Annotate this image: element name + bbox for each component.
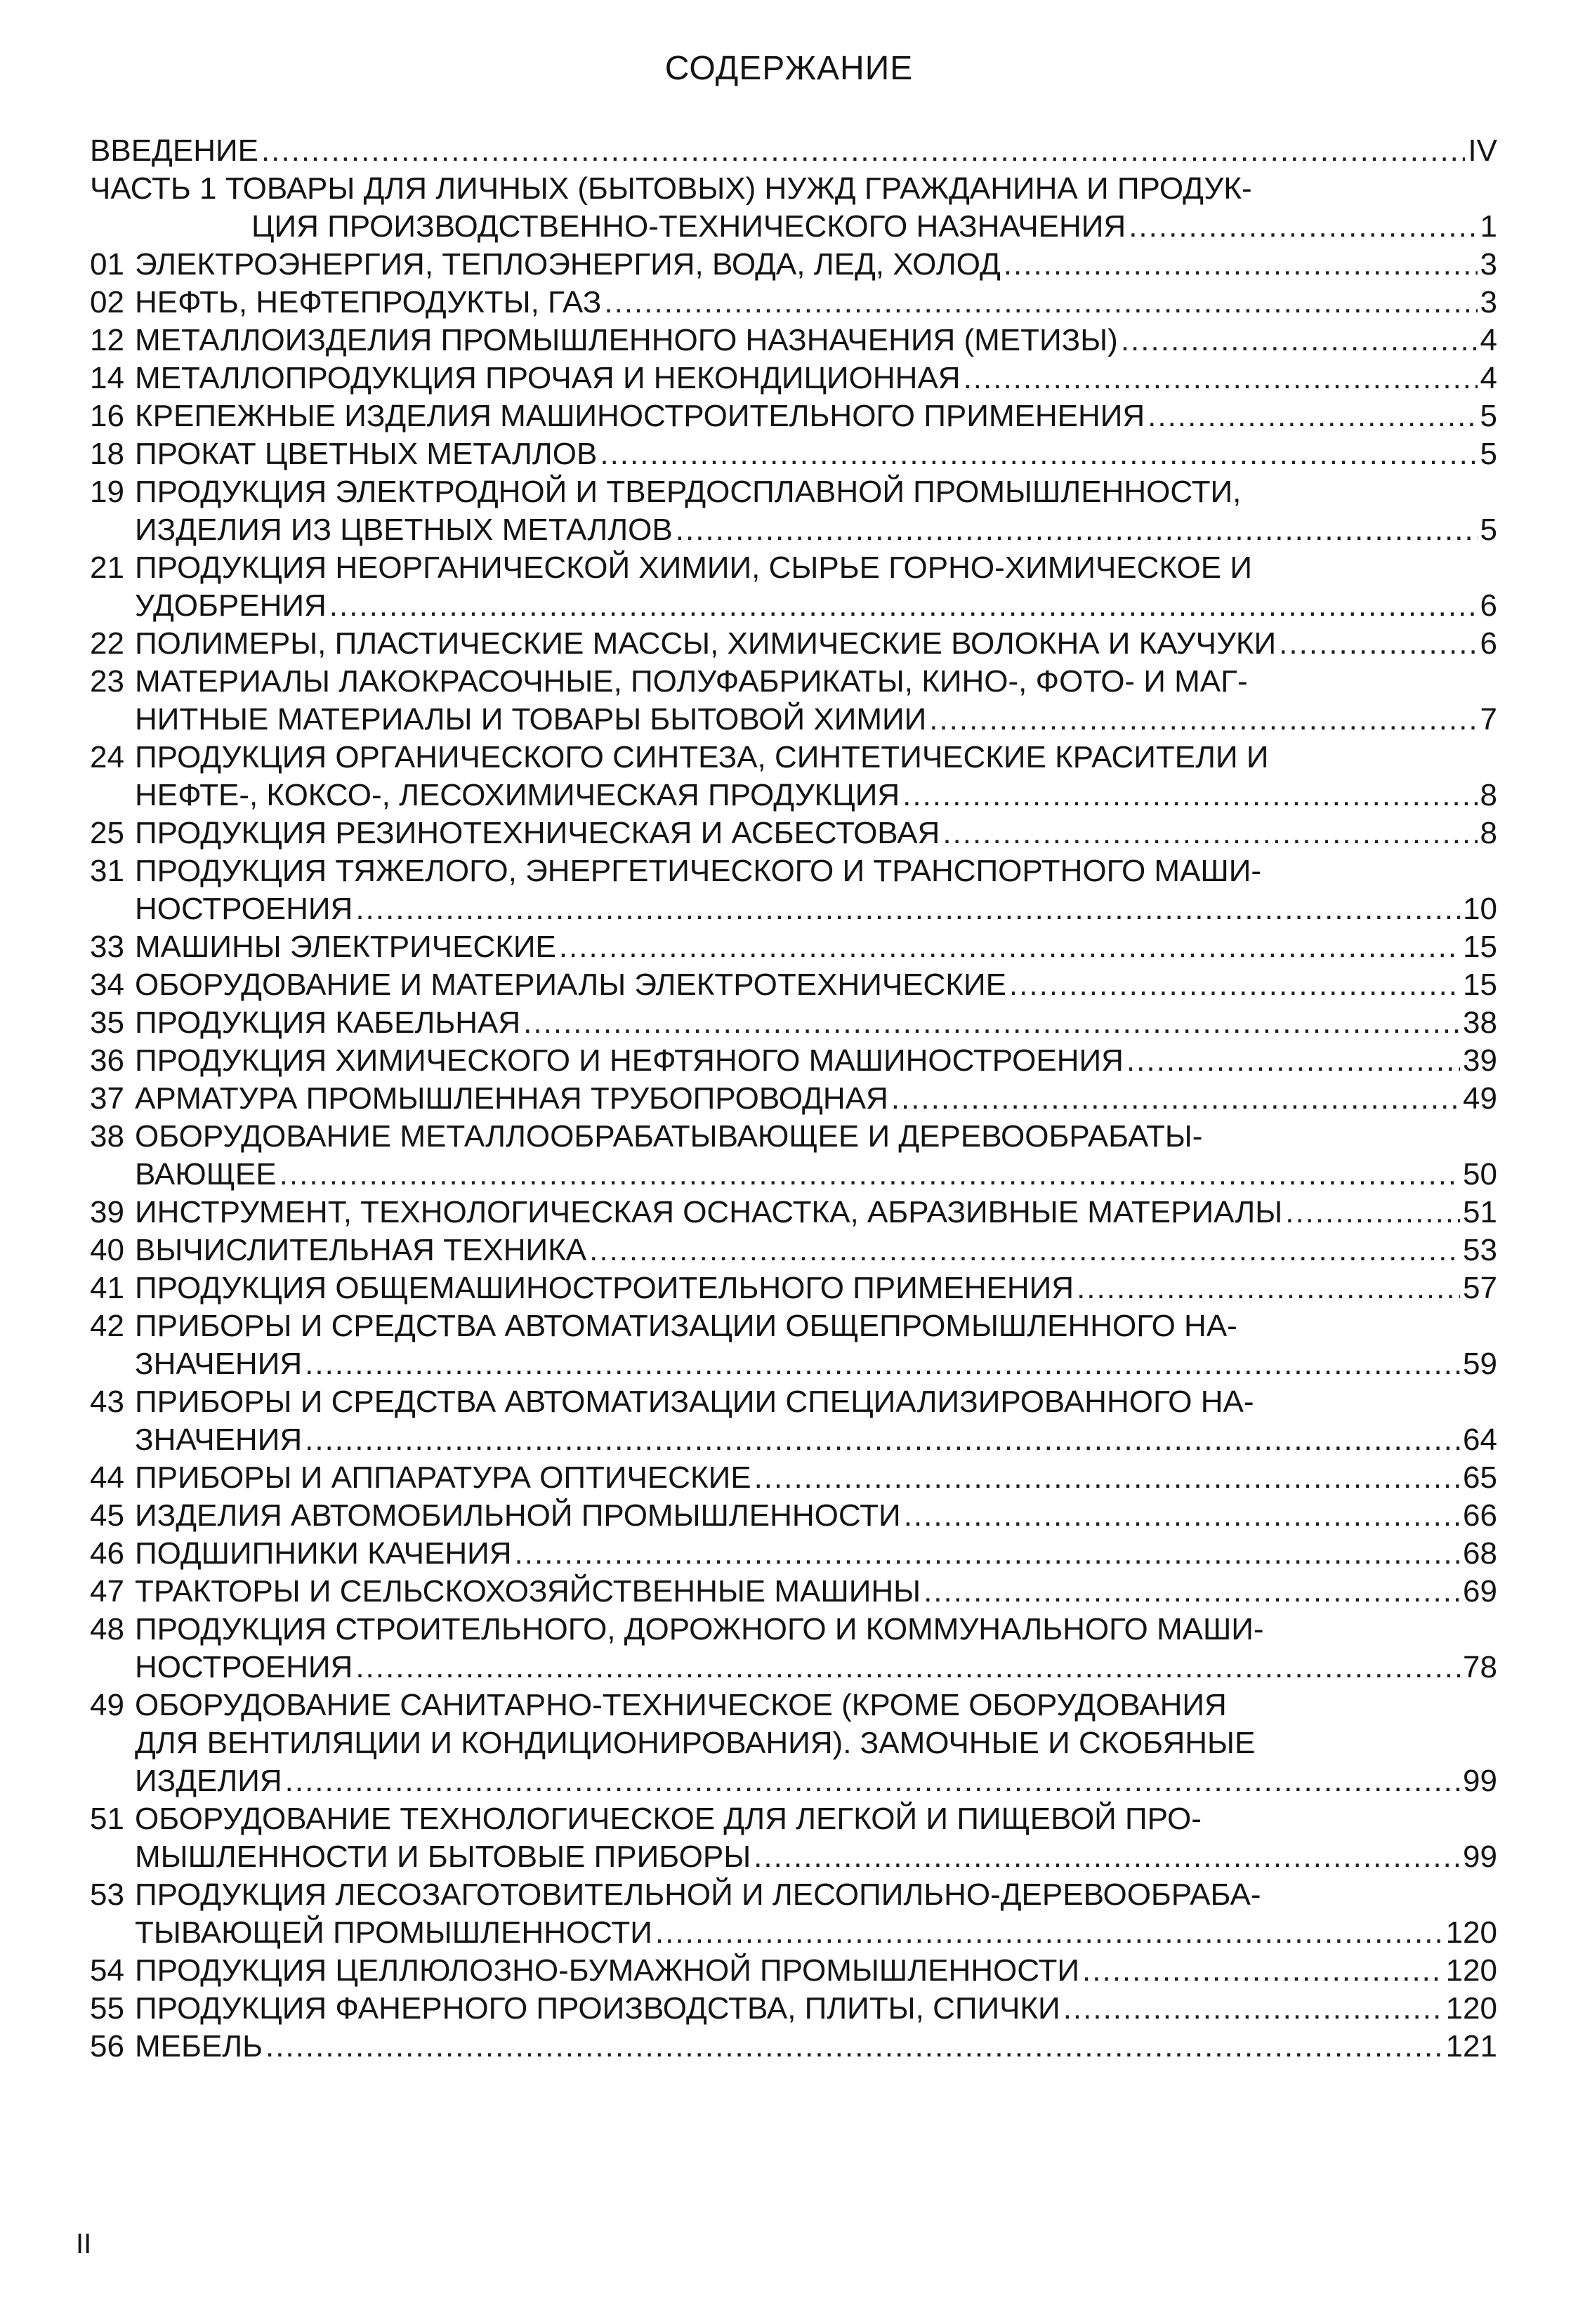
toc-leader-dots xyxy=(1148,397,1477,435)
toc-entry-title: ПРИБОРЫ И СРЕДСТВА АВТОМАТИЗАЦИИ СПЕЦИАЛИЗИРОВАННОГО НА- xyxy=(135,1385,1254,1419)
toc-leader-dots xyxy=(1063,1990,1443,2028)
toc-entry-number: 45 xyxy=(90,1498,124,1533)
toc-leader-dots xyxy=(964,359,1478,397)
toc-page-number: 121 xyxy=(1445,2029,1497,2064)
toc-entry-title: МАШИНЫ ЭЛЕКТРИЧЕСКИЕ xyxy=(135,930,556,964)
toc-entry-title: ПРОДУКЦИЯ НЕОРГАНИЧЕСКОЙ ХИМИИ, СЫРЬЕ ГОРНО-ХИМИЧЕСКОЕ И xyxy=(135,550,1252,585)
toc-page-number: 120 xyxy=(1445,1953,1497,1988)
toc-entry-number: 39 xyxy=(90,1195,124,1229)
toc-entry-title: ПРОДУКЦИЯ ХИМИЧЕСКОГО И НЕФТЯНОГО МАШИНОСТРОЕНИЯ xyxy=(135,1043,1124,1078)
toc-leader-dots xyxy=(285,1762,1460,1800)
toc-entry xyxy=(90,473,1497,549)
toc-page-number: 1 xyxy=(1480,209,1497,244)
toc-entry xyxy=(90,852,1497,928)
toc-entry-title: НЕФТЬ, НЕФТЕПРОДУКТЫ, ГАЗ xyxy=(135,285,602,319)
toc-entry xyxy=(90,246,1497,284)
toc-page-number: 10 xyxy=(1463,892,1497,926)
toc-entry-number: 12 xyxy=(90,323,124,357)
toc-entry-title: ПРОДУКЦИЯ ФАНЕРНОГО ПРОИЗВОДСТВА, ПЛИТЫ, СПИЧКИ xyxy=(135,1991,1060,2026)
toc-leader-dots xyxy=(589,1232,1460,1269)
toc-entry-title: ПРОДУКЦИЯ ЭЛЕКТРОДНОЙ И ТВЕРДОСПЛАВНОЙ ПРОМЫШЛЕННОСТИ, xyxy=(135,475,1242,509)
toc-entry-number: 53 xyxy=(90,1877,124,1912)
toc-page-number: 4 xyxy=(1480,323,1497,357)
toc-entry xyxy=(90,1042,1497,1080)
toc-entry xyxy=(90,1573,1497,1611)
toc-entry xyxy=(90,549,1497,625)
toc-page-number: 49 xyxy=(1463,1081,1497,1116)
toc-entry-title: ПРИБОРЫ И СРЕДСТВА АВТОМАТИЗАЦИИ ОБЩЕПРОМЫШЛЕННОГО НА- xyxy=(135,1309,1237,1343)
toc-entry xyxy=(90,435,1497,473)
toc-leader-dots xyxy=(559,928,1460,966)
toc-entry-number: 19 xyxy=(90,475,124,509)
toc-page-number: 99 xyxy=(1463,1840,1497,1874)
toc-entry-title: ПРОДУКЦИЯ ОРГАНИЧЕСКОГО СИНТЕЗА, СИНТЕТИЧЕСКИЕ КРАСИТЕЛИ И xyxy=(135,740,1269,774)
toc-entry-title: НИТНЫЕ МАТЕРИАЛЫ И ТОВАРЫ БЫТОВОЙ ХИМИИ xyxy=(135,702,927,737)
toc-entry-number: 16 xyxy=(90,399,124,433)
toc-entry-title: ОБОРУДОВАНИЕ САНИТАРНО-ТЕХНИЧЕСКОЕ (КРОМЕ ОБОРУДОВАНИЯ xyxy=(135,1688,1227,1722)
toc-entry-number: 54 xyxy=(90,1953,124,1988)
toc-page-number: 7 xyxy=(1480,702,1497,737)
toc-entry xyxy=(90,1383,1497,1459)
toc-entry-title: НОСТРОЕНИЯ xyxy=(135,1650,353,1684)
toc-page-number: 39 xyxy=(1463,1043,1497,1078)
toc-leader-dots xyxy=(265,2028,1443,2066)
toc-entry-title: ВВЕДЕНИЕ xyxy=(90,133,258,168)
toc-entry-number: 55 xyxy=(90,1991,124,2026)
toc-entry xyxy=(90,928,1497,966)
toc-leader-dots xyxy=(1004,246,1478,284)
toc-leader-dots xyxy=(942,814,1477,852)
toc-entry-number: 31 xyxy=(90,854,124,888)
toc-entry xyxy=(90,132,1497,170)
toc-leader-dots xyxy=(923,1573,1460,1611)
toc-entry-title: МЕТАЛЛОПРОДУКЦИЯ ПРОЧАЯ И НЕКОНДИЦИОННАЯ xyxy=(135,361,961,395)
toc-entry-title: ОБОРУДОВАНИЕ ТЕХНОЛОГИЧЕСКОЕ ДЛЯ ЛЕГКОЙ И ПИЩЕВОЙ ПРО- xyxy=(135,1802,1202,1836)
toc-entry xyxy=(90,1611,1497,1686)
toc-page-number: 3 xyxy=(1480,247,1497,282)
toc-entry-title: ИЗДЕЛИЯ ИЗ ЦВЕТНЫХ МЕТАЛЛОВ xyxy=(135,513,673,547)
toc-page-number: 99 xyxy=(1463,1764,1497,1798)
toc-leader-dots xyxy=(523,1004,1460,1042)
toc-entry-number: 49 xyxy=(90,1688,124,1722)
toc-entry xyxy=(90,966,1497,1004)
toc-entry-title: ПРОКАТ ЦВЕТНЫХ МЕТАЛЛОВ xyxy=(135,437,598,471)
toc-entry xyxy=(90,1194,1497,1232)
toc-entry-title: УДОБРЕНИЯ xyxy=(135,588,327,623)
toc-entry xyxy=(90,1307,1497,1383)
toc-entry xyxy=(90,397,1497,435)
page-title: СОДЕРЖАНИЕ xyxy=(664,50,914,87)
toc-entry-title: ПРОДУКЦИЯ РЕЗИНОТЕХНИЧЕСКАЯ И АСБЕСТОВАЯ xyxy=(135,816,940,850)
toc-entry-number: 14 xyxy=(90,361,124,395)
toc-entry xyxy=(90,1876,1497,1952)
toc-page-number: 69 xyxy=(1463,1574,1497,1609)
toc-entry-title: МЕБЕЛЬ xyxy=(135,2029,263,2064)
toc-page-number: 5 xyxy=(1480,513,1497,547)
toc-entry-title: ПРОДУКЦИЯ ОБЩЕМАШИНОСТРОИТЕЛЬНОГО ПРИМЕНЕНИЯ xyxy=(135,1271,1074,1305)
toc-page-number: 6 xyxy=(1480,588,1497,623)
toc-leader-dots xyxy=(600,435,1477,473)
toc-entry xyxy=(90,2028,1497,2066)
toc-page-number: 120 xyxy=(1445,1915,1497,1950)
toc-leader-dots xyxy=(329,587,1478,625)
toc-entry-number: 56 xyxy=(90,2029,124,2064)
toc-entry xyxy=(90,739,1497,814)
toc-entry-title: ОБОРУДОВАНИЕ И МАТЕРИАЛЫ ЭЛЕКТРОТЕХНИЧЕСКИЕ xyxy=(135,968,1006,1002)
toc-entry-number: 02 xyxy=(90,285,124,319)
toc-entry-title: ЗНАЧЕНИЯ xyxy=(135,1422,303,1457)
toc-entry xyxy=(90,1080,1497,1118)
toc-entry-title: ТРАКТОРЫ И СЕЛЬСКОХОЗЯЙСТВЕННЫЕ МАШИНЫ xyxy=(135,1574,921,1609)
toc-page-number: 8 xyxy=(1480,778,1497,812)
toc-leader-dots xyxy=(515,1535,1461,1573)
toc-leader-dots xyxy=(355,1649,1460,1686)
toc-entry-title: КРЕПЕЖНЫЕ ИЗДЕЛИЯ МАШИНОСТРОИТЕЛЬНОГО ПРИМЕНЕНИЯ xyxy=(135,399,1145,433)
toc-entry-title: ПРОДУКЦИЯ ТЯЖЕЛОГО, ЭНЕРГЕТИЧЕСКОГО И ТРАНСПОРТНОГО МАШИ- xyxy=(135,854,1262,888)
toc-page-number: 4 xyxy=(1480,361,1497,395)
toc-entry-number: 34 xyxy=(90,968,124,1002)
toc-page-number: 51 xyxy=(1463,1195,1497,1229)
toc-page-number: 78 xyxy=(1463,1650,1497,1684)
toc-page-number: 5 xyxy=(1480,399,1497,433)
toc-entry-number: 23 xyxy=(90,664,124,699)
toc-entry-title: ПРОДУКЦИЯ ЛЕСОЗАГОТОВИТЕЛЬНОЙ И ЛЕСОПИЛЬНО-ДЕРЕВООБРАБА- xyxy=(135,1877,1261,1912)
toc-page-number: 120 xyxy=(1445,1991,1497,2026)
toc-leader-dots xyxy=(1009,966,1460,1004)
toc-leader-dots xyxy=(929,701,1477,739)
toc-entry-number: 33 xyxy=(90,930,124,964)
toc-entry-title: ПРОДУКЦИЯ ЦЕЛЛЮЛОЗНО-БУМАЖНОЙ ПРОМЫШЛЕННОСТИ xyxy=(135,1953,1080,1988)
toc-entry-number: 35 xyxy=(90,1005,124,1040)
toc-page-number: 5 xyxy=(1480,437,1497,471)
toc-page-number: 50 xyxy=(1463,1157,1497,1191)
toc-entry-title: АРМАТУРА ПРОМЫШЛЕННАЯ ТРУБОПРОВОДНАЯ xyxy=(135,1081,888,1116)
toc-entry xyxy=(90,1459,1497,1497)
toc-entry-title: ПРИБОРЫ И АППАРАТУРА ОПТИЧЕСКИЕ xyxy=(135,1460,751,1495)
toc-entry xyxy=(90,170,1497,246)
toc-entry-number: 01 xyxy=(90,247,124,282)
toc-entry xyxy=(90,1535,1497,1573)
toc-leader-dots xyxy=(1082,1952,1443,1990)
toc-leader-dots xyxy=(305,1421,1460,1459)
toc-entry xyxy=(90,625,1497,663)
toc-leader-dots xyxy=(1279,625,1477,663)
toc-entry-title: МЕТАЛЛОИЗДЕЛИЯ ПРОМЫШЛЕННОГО НАЗНАЧЕНИЯ (МЕТИЗЫ) xyxy=(135,323,1118,357)
toc-page-number: 15 xyxy=(1463,930,1497,964)
toc-entry-number: 40 xyxy=(90,1233,124,1267)
toc-leader-dots xyxy=(355,890,1460,928)
toc-entry-number: 21 xyxy=(90,550,124,585)
toc-page-number: 53 xyxy=(1463,1233,1497,1267)
toc-entry-title: ИЗДЕЛИЯ АВТОМОБИЛЬНОЙ ПРОМЫШЛЕННОСТИ xyxy=(135,1498,901,1533)
toc-entry xyxy=(90,1004,1497,1042)
toc-entry-number: 51 xyxy=(90,1802,124,1836)
toc-page-number: IV xyxy=(1468,133,1497,168)
toc-page-number: 8 xyxy=(1480,816,1497,850)
toc-entry-title: ТЫВАЮЩЕЙ ПРОМЫШЛЕННОСТИ xyxy=(135,1915,652,1950)
toc-entry-title: ПОЛИМЕРЫ, ПЛАСТИЧЕСКИЕ МАССЫ, ХИМИЧЕСКИЕ ВОЛОКНА И КАУЧУКИ xyxy=(135,626,1277,661)
toc-entry-title: ПРОДУКЦИЯ КАБЕЛЬНАЯ xyxy=(135,1005,521,1040)
toc-entry xyxy=(90,1990,1497,2028)
toc-entry xyxy=(90,284,1497,322)
toc-entry-title: НЕФТЕ-, КОКСО-, ЛЕСОХИМИЧЕСКАЯ ПРОДУКЦИЯ xyxy=(135,778,900,812)
toc-entry-title: ИНСТРУМЕНТ, ТЕХНОЛОГИЧЕСКАЯ ОСНАСТКА, АБРАЗИВНЫЕ МАТЕРИАЛЫ xyxy=(135,1195,1283,1229)
toc-entry-title: ЭЛЕКТРОЭНЕРГИЯ, ТЕПЛОЭНЕРГИЯ, ВОДА, ЛЕД, ХОЛОД xyxy=(135,247,1001,282)
toc-entry-number: 24 xyxy=(90,740,124,774)
toc-entry-title: ПРОДУКЦИЯ СТРОИТЕЛЬНОГО, ДОРОЖНОГО И КОММУНАЛЬНОГО МАШИ- xyxy=(135,1612,1264,1646)
toc-entry-number: 36 xyxy=(90,1043,124,1078)
toc-leader-dots xyxy=(1121,322,1478,359)
toc-leader-dots xyxy=(1126,1042,1460,1080)
toc-entry-number: 44 xyxy=(90,1460,124,1495)
toc-leader-dots xyxy=(655,1914,1443,1952)
toc-entry-number: 22 xyxy=(90,626,124,661)
toc-entry xyxy=(90,663,1497,739)
toc-leader-dots xyxy=(261,132,1465,170)
toc-page-number: 15 xyxy=(1463,968,1497,1002)
toc-leader-dots xyxy=(754,1838,1460,1876)
toc-entry xyxy=(90,359,1497,397)
page-number: II xyxy=(76,2229,92,2259)
toc-entry xyxy=(90,1800,1497,1876)
toc-entry-number: 38 xyxy=(90,1119,124,1154)
toc-entry-title: ВЫЧИСЛИТЕЛЬНАЯ ТЕХНИКА xyxy=(135,1233,587,1267)
toc-entry xyxy=(90,1232,1497,1269)
toc-entry-number: 18 xyxy=(90,437,124,471)
toc-entry-title: ОБОРУДОВАНИЕ МЕТАЛЛООБРАБАТЫВАЮЩЕЕ И ДЕРЕВООБРАБАТЫ- xyxy=(135,1119,1203,1154)
toc-entry xyxy=(90,1118,1497,1194)
toc-entry-title: МАТЕРИАЛЫ ЛАКОКРАСОЧНЫЕ, ПОЛУФАБРИКАТЫ, КИНО-, ФОТО- И МАГ- xyxy=(135,664,1248,699)
toc-entry-title: ИЗДЕЛИЯ xyxy=(135,1764,282,1798)
toc-leader-dots xyxy=(280,1156,1460,1194)
toc-entry-number: 48 xyxy=(90,1612,124,1646)
table-of-contents xyxy=(90,132,1497,2066)
toc-leader-dots xyxy=(604,284,1477,322)
toc-page-number: 59 xyxy=(1463,1347,1497,1381)
toc-entry-title: ЧАСТЬ 1 ТОВАРЫ ДЛЯ ЛИЧНЫХ (БЫТОВЫХ) НУЖД ГРАЖДАНИНА И ПРОДУК- xyxy=(90,171,1252,206)
toc-leader-dots xyxy=(1077,1269,1460,1307)
toc-entry xyxy=(90,322,1497,359)
toc-leader-dots xyxy=(891,1080,1460,1118)
toc-entry xyxy=(90,1686,1497,1800)
toc-entry xyxy=(90,814,1497,852)
toc-entry-number: 47 xyxy=(90,1574,124,1609)
toc-entry-title: ПОДШИПНИКИ КАЧЕНИЯ xyxy=(135,1536,512,1571)
toc-leader-dots xyxy=(305,1345,1460,1383)
toc-leader-dots xyxy=(902,777,1477,814)
toc-page-number: 57 xyxy=(1463,1271,1497,1305)
toc-page-number: 65 xyxy=(1463,1460,1497,1495)
toc-entry-title: НОСТРОЕНИЯ xyxy=(135,892,353,926)
toc-entry-number: 46 xyxy=(90,1536,124,1571)
toc-entry-number: 42 xyxy=(90,1309,124,1343)
toc-leader-dots xyxy=(1285,1194,1460,1232)
toc-entry-title: ЗНАЧЕНИЯ xyxy=(135,1347,303,1381)
toc-entry-title: МЫШЛЕННОСТИ И БЫТОВЫЕ ПРИБОРЫ xyxy=(135,1840,751,1874)
toc-leader-dots xyxy=(904,1497,1460,1535)
toc-page-number: 6 xyxy=(1480,626,1497,661)
toc-entry-title: ЦИЯ ПРОИЗВОДСТВЕННО-ТЕХНИЧЕСКОГО НАЗНАЧЕНИЯ xyxy=(251,209,1126,244)
toc-entry-title: ДЛЯ ВЕНТИЛЯЦИИ И КОНДИЦИОНИРОВАНИЯ). ЗАМОЧНЫЕ И СКОБЯНЫЕ xyxy=(135,1726,1256,1760)
toc-leader-dots xyxy=(676,511,1478,549)
toc-leader-dots xyxy=(1129,208,1477,246)
toc-page-number: 3 xyxy=(1480,285,1497,319)
toc-entry xyxy=(90,1952,1497,1990)
toc-entry xyxy=(90,1497,1497,1535)
toc-entry-title: ВАЮЩЕЕ xyxy=(135,1157,277,1191)
toc-page-number: 68 xyxy=(1463,1536,1497,1571)
toc-entry xyxy=(90,1269,1497,1307)
toc-page-number: 66 xyxy=(1463,1498,1497,1533)
toc-page-number: 38 xyxy=(1463,1005,1497,1040)
toc-page-number: 64 xyxy=(1463,1422,1497,1457)
toc-entry-number: 25 xyxy=(90,816,124,850)
toc-entry-number: 41 xyxy=(90,1271,124,1305)
toc-entry-number: 43 xyxy=(90,1385,124,1419)
toc-entry-number: 37 xyxy=(90,1081,124,1116)
toc-leader-dots xyxy=(754,1459,1460,1497)
